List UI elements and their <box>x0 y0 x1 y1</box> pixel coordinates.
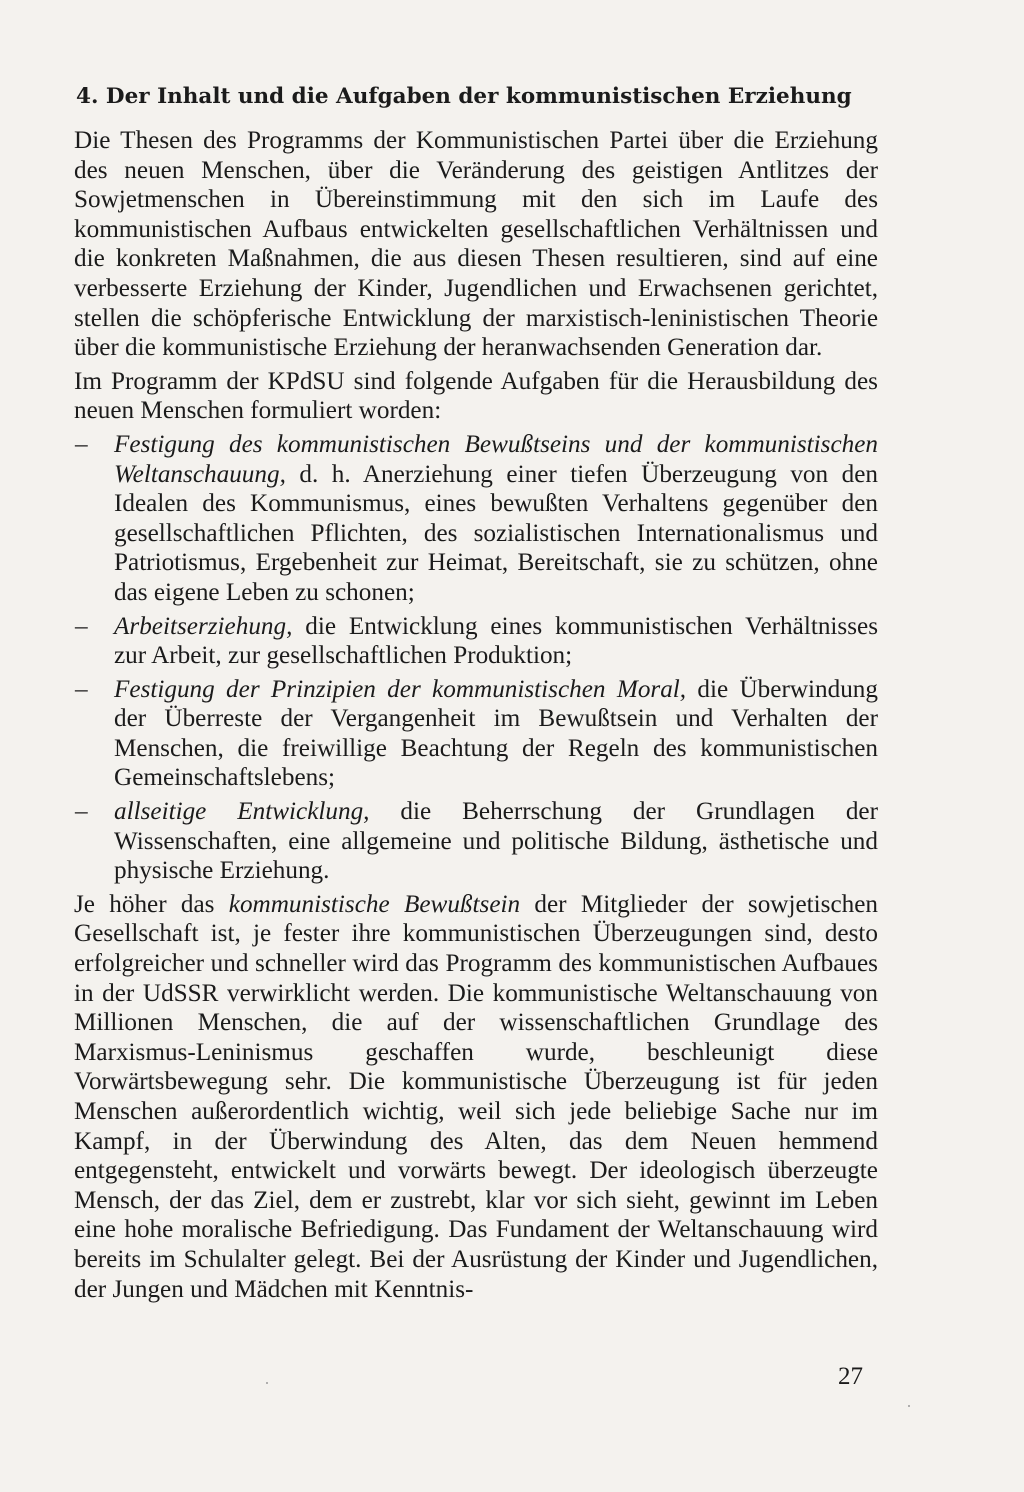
list-item-description: d. h. Anerziehung einer tiefen Überzeugung von den Idealen des Kommunismus, eines bewußten Verhaltens gegenüber den gesellschaftlichen Pflichten, des sozialistischen Internationalismus und Patriotismus, Ergebenheit zur Heimat, Bereitschaft, sie zu schützen, ohne das eigene Leben zu schonen; <box>114 460 878 606</box>
dash-marker: – <box>75 675 88 703</box>
list-item <box>74 675 878 793</box>
list-item <box>74 797 878 886</box>
section-heading: 4. Der Inhalt und die Aufgaben der kommunistischen Erziehung <box>76 83 852 109</box>
task-list <box>74 430 878 886</box>
dash-marker: – <box>75 430 88 458</box>
scan-speck <box>908 1405 910 1407</box>
list-item-description: die Entwicklung eines kommunistischen Verhältnisses zur Arbeit, zur gesellschaftlichen Produktion; <box>114 612 878 670</box>
list-item <box>74 430 878 608</box>
list-item <box>74 612 878 671</box>
list-item-emphasis: allseitige Entwicklung, <box>114 798 370 826</box>
list-item-text <box>114 675 878 793</box>
paragraph-rest: der Mitglieder der sowjetischen Gesellschaft ist, je fester ihre kommunistischen Überzeugungen sind, desto erfolgreicher und schneller wird das Programm des kommunistischen Aufbaues in der UdSSR verwirklicht werden. Die kommunistische Weltanschauung von Millionen Menschen, die auf der wissenschaftlichen Grundlage des Marxismus-Leninismus geschaffen wurde, beschleunigt diese Vorwärtsbewegung sehr. Die kommunistische Überzeugung ist für jeden Menschen außerordentlich wichtig, weil sich jede beliebige Sache nur im Kampf, in der Überwindung des Alten, das dem Neuen hemmend entgegensteht, entwickelt und vorwärts bewegt. Der ideologisch überzeugte Mensch, der das Ziel, dem er zustrebt, klar vor sich sieht, gewinnt im Leben eine hohe moralische Befriedigung. Das Fundament der Weltanschauung wird bereits im Schulalter gelegt. Bei der Ausrüstung der Kinder und Jugendlichen, der Jungen und Mädchen mit Kenntnis- <box>74 890 879 1303</box>
page-number: 27 <box>838 1363 863 1390</box>
list-item-emphasis: Festigung des kommunistischen Bewußtseins und der kommunistischen Weltanschauung, <box>114 430 878 488</box>
paragraph-lead: Je höher das <box>74 890 229 918</box>
list-item-emphasis: Arbeitserziehung, <box>114 612 293 640</box>
body-text <box>74 126 878 1304</box>
list-item-text <box>114 430 878 608</box>
paragraph-consciousness <box>74 890 878 1304</box>
scan-speck <box>266 1382 268 1384</box>
paragraph-emphasis: kommunistische Bewußtsein <box>228 890 521 918</box>
dash-marker: – <box>75 612 88 640</box>
list-item-description: die Überwindung der Überreste der Vergangenheit im Bewußtsein und Verhalten der Menschen, die freiwillige Beachtung der Regeln des kommunistischen Gemeinschaftslebens; <box>114 675 878 792</box>
list-item-text <box>114 797 878 886</box>
paragraph-program-intro: Im Programm der KPdSU sind folgende Aufgaben für die Herausbildung des neuen Menschen formuliert worden: <box>74 367 878 425</box>
paragraph-theses: Die Thesen des Programms der Kommunistischen Partei über die Erziehung des neuen Menschen, über die Veränderung des geistigen Antlitzes der Sowjetmenschen in Übereinstimmung mit den sich im Laufe des kommunistischen Aufbaus entwickelten gesellschaftlichen Verhältnissen und die konkreten Maßnahmen, die aus diesen Thesen resultieren, sind auf eine verbesserte Erziehung der Kinder, Jugendlichen und Erwachsenen gerichtet, stellen die schöpferische Entwicklung der marxistisch-leninistischen Theorie über die kommunistische Erziehung der heranwachsenden Generation dar. <box>74 127 878 362</box>
list-item-emphasis: Festigung der Prinzipien der kommunistischen Moral, <box>114 675 687 703</box>
list-item-description: die Beherrschung der Grundlagen der Wissenschaften, eine allgemeine und politische Bildung, ästhetische und physische Erziehung. <box>114 798 878 885</box>
list-item-text <box>114 612 878 671</box>
dash-marker: – <box>75 798 88 826</box>
